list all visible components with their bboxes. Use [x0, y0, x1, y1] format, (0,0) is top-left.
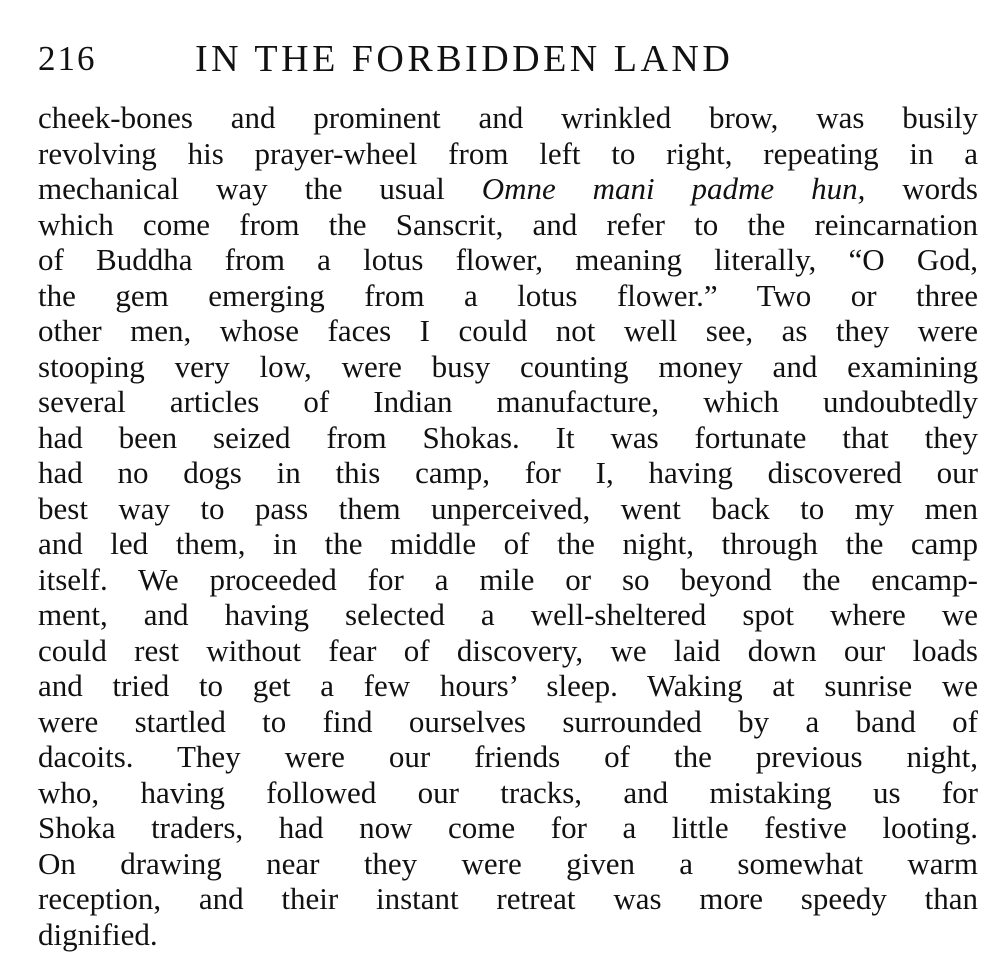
text-line: were startled to find ourselves surrounded by a band of — [38, 703, 978, 739]
text-line: had no dogs in this camp, for I, having discovered our — [38, 455, 978, 490]
text-line: who, having followed our tracks, and mistaking us for — [38, 774, 978, 810]
text-line: cheek-bones and prominent and wrinkled brow, was busily — [38, 100, 978, 135]
text-line: itself. We proceeded for a mile or so beyond the encamp- — [38, 561, 978, 597]
book-title: IN THE FORBIDDEN LAND — [195, 38, 734, 80]
text-line: stooping very low, were busy counting money and examining — [38, 348, 978, 384]
text-segment: mechanical way the usual — [38, 171, 482, 206]
text-line: could rest without fear of discovery, we laid down our loads — [38, 632, 978, 668]
text-line: other men, whose faces I could not well see, as they were — [38, 313, 978, 348]
text-line — [38, 171, 978, 207]
text-line: and led them, in the middle of the night, through the camp — [38, 526, 978, 561]
text-line: had been seized from Shokas. It was fortunate that they — [38, 419, 978, 455]
text-line: of Buddha from a lotus flower, meaning literally, “O God, — [38, 242, 978, 277]
text-line: best way to pass them unperceived, went back to my men — [38, 490, 978, 526]
text-line: revolving his prayer-wheel from left to right, repeating in a — [38, 135, 978, 171]
text-line: reception, and their instant retreat was more speedy than — [38, 881, 978, 916]
running-head — [38, 36, 838, 86]
text-line: On drawing near they were given a somewhat warm — [38, 845, 978, 881]
text-line: several articles of Indian manufacture, which undoubtedly — [38, 384, 978, 419]
text-line: and tried to get a few hours’ sleep. Waking at sunrise we — [38, 668, 978, 703]
text-line: dacoits. They were our friends of the previous night, — [38, 739, 978, 774]
text-line: which come from the Sanscrit, and refer to the reincarnation — [38, 206, 978, 242]
text-line: Shoka traders, had now come for a little festive looting. — [38, 810, 978, 845]
text-segment: words — [865, 171, 978, 206]
text-line: dignified. — [38, 916, 158, 952]
italic-phrase: Omne mani padme hun, — [481, 171, 866, 206]
text-line: ment, and having selected a well-sheltered spot where we — [38, 597, 978, 632]
text-line: the gem emerging from a lotus flower.” Two or three — [38, 277, 978, 313]
page-number: 216 — [38, 39, 97, 78]
body-text — [38, 100, 978, 952]
